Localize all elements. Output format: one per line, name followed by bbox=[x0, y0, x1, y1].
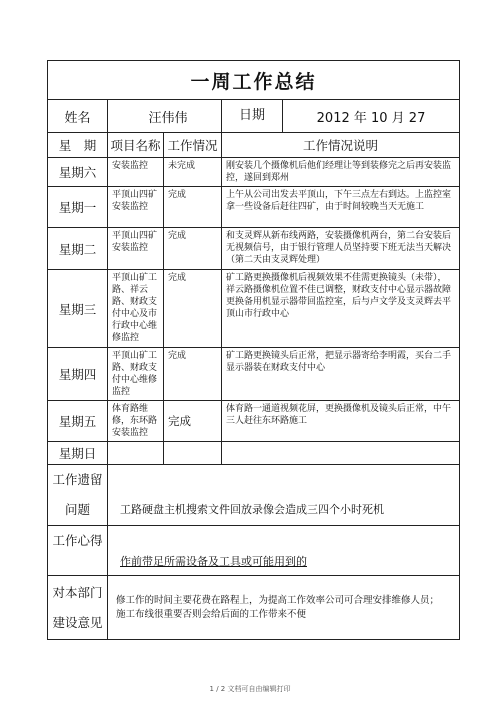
desc-cell bbox=[222, 442, 460, 465]
name-value bbox=[108, 100, 222, 133]
status-cell: 完成 bbox=[164, 401, 222, 442]
status-cell: 未完成 bbox=[164, 158, 222, 187]
status-cell bbox=[164, 442, 222, 465]
page-title: 一周工作总结 bbox=[48, 61, 460, 100]
header-desc: 工作情况说明 bbox=[222, 133, 460, 158]
table-row bbox=[48, 348, 460, 401]
header-status: 工作情况 bbox=[164, 133, 222, 158]
desc-cell: 矿工路更换摄像机后视频效果不佳需更换镜头（未带），祥云路摄像机位置不佳已调整，财政支付中心显示器故障更换备用机显示器带回监控室，后与卢文学及支灵辉去平顶山市行政中心 bbox=[222, 270, 460, 348]
left-issue-row bbox=[48, 465, 460, 526]
suggestion-row bbox=[48, 576, 460, 640]
project-cell: 体育路维修，东环路安装监控 bbox=[108, 401, 164, 442]
suggestion-label bbox=[48, 576, 108, 640]
day-label: 星期日 bbox=[48, 442, 108, 465]
experience-label: 工作心得 bbox=[48, 526, 108, 576]
suggestion-content bbox=[108, 576, 460, 640]
experience-row bbox=[48, 526, 460, 576]
desc-cell: 刚安装几个摄像机后他们经理让等到装修完之后再安装监控，遂回到郑州 bbox=[222, 158, 460, 187]
name-value-text: 汪伟伟 bbox=[148, 110, 188, 126]
desc-cell: 体育路一通道视频花屏，更换摄像机及镜头后正常，中午三人赶往东环路施工 bbox=[222, 401, 460, 442]
status-cell: 完成 bbox=[164, 187, 222, 228]
date-cell bbox=[222, 100, 460, 133]
name-label: 姓名 bbox=[48, 100, 108, 133]
desc-cell: 矿工路更换镜头后正常，把显示器寄给李明霞，买台二手显示器装在财政支付中心 bbox=[222, 348, 460, 401]
experience-content: 作前带足所需设备及工具或可能用到的 bbox=[108, 526, 460, 576]
table-row bbox=[48, 401, 460, 442]
project-cell: 平顶山矿工路、祥云路、财政支付中心及市行政中心维修监控 bbox=[108, 270, 164, 348]
table-row bbox=[48, 442, 460, 465]
weekly-summary-table bbox=[47, 60, 460, 640]
suggestion-line1: 修工作的时间主要花费在路程上，为提高工作效率公司可合理安排维修人员； bbox=[116, 594, 440, 606]
project-cell bbox=[108, 442, 164, 465]
header-project: 项目名称 bbox=[108, 133, 164, 158]
day-label: 星期一 bbox=[48, 187, 108, 228]
header-day: 星 期 bbox=[48, 133, 108, 158]
suggestion-label-line2: 建设意见 bbox=[52, 614, 103, 630]
left-issue-label bbox=[48, 465, 108, 526]
day-label: 星期二 bbox=[48, 228, 108, 270]
project-cell: 平顶山四矿安装监控 bbox=[108, 228, 164, 270]
left-issue-label-line1: 工作遗留 bbox=[52, 472, 103, 487]
suggestion-line2: 施工布线很重要否则会给后面的工作带来不便 bbox=[116, 608, 307, 620]
day-label: 星期四 bbox=[48, 348, 108, 401]
status-cell: 完成 bbox=[164, 270, 222, 348]
left-issue-content: 工路硬盘主机搜索文件回放录像会造成三四个小时死机 bbox=[108, 465, 460, 526]
table-row bbox=[48, 158, 460, 187]
page-footer: 1 / 2 文档可自由编辑打印 bbox=[209, 685, 291, 693]
project-cell: 平顶山矿工路、财政支付中心维修监控 bbox=[108, 348, 164, 401]
table-row bbox=[48, 187, 460, 228]
suggestion-label-line1: 对本部门 bbox=[52, 584, 103, 600]
table-row bbox=[48, 228, 460, 270]
date-value: 2012 年 10 月 27 bbox=[316, 110, 426, 126]
day-label: 星期五 bbox=[48, 401, 108, 442]
desc-cell: 和支灵辉从新布线两路，安装摄像机两台，第二台安装后无视频信号，由于银行管理人员坚持要下班无法当天解决（第二天由支灵辉处理） bbox=[222, 228, 460, 270]
status-cell: 完成 bbox=[164, 228, 222, 270]
day-label: 星期三 bbox=[48, 270, 108, 348]
table-row bbox=[48, 270, 460, 348]
project-cell: 安装监控 bbox=[108, 158, 164, 187]
status-cell: 完成 bbox=[164, 348, 222, 401]
left-issue-label-line2: 问题 bbox=[64, 502, 90, 517]
project-cell: 平顶山四矿安装监控 bbox=[108, 187, 164, 228]
date-label: 日期 bbox=[222, 100, 283, 132]
day-label: 星期六 bbox=[48, 158, 108, 187]
desc-cell: 上午从公司出发去平顶山，下午三点左右到达。上监控室拿一些设备后赶往四矿，由于时间较晚当天无施工 bbox=[222, 187, 460, 228]
